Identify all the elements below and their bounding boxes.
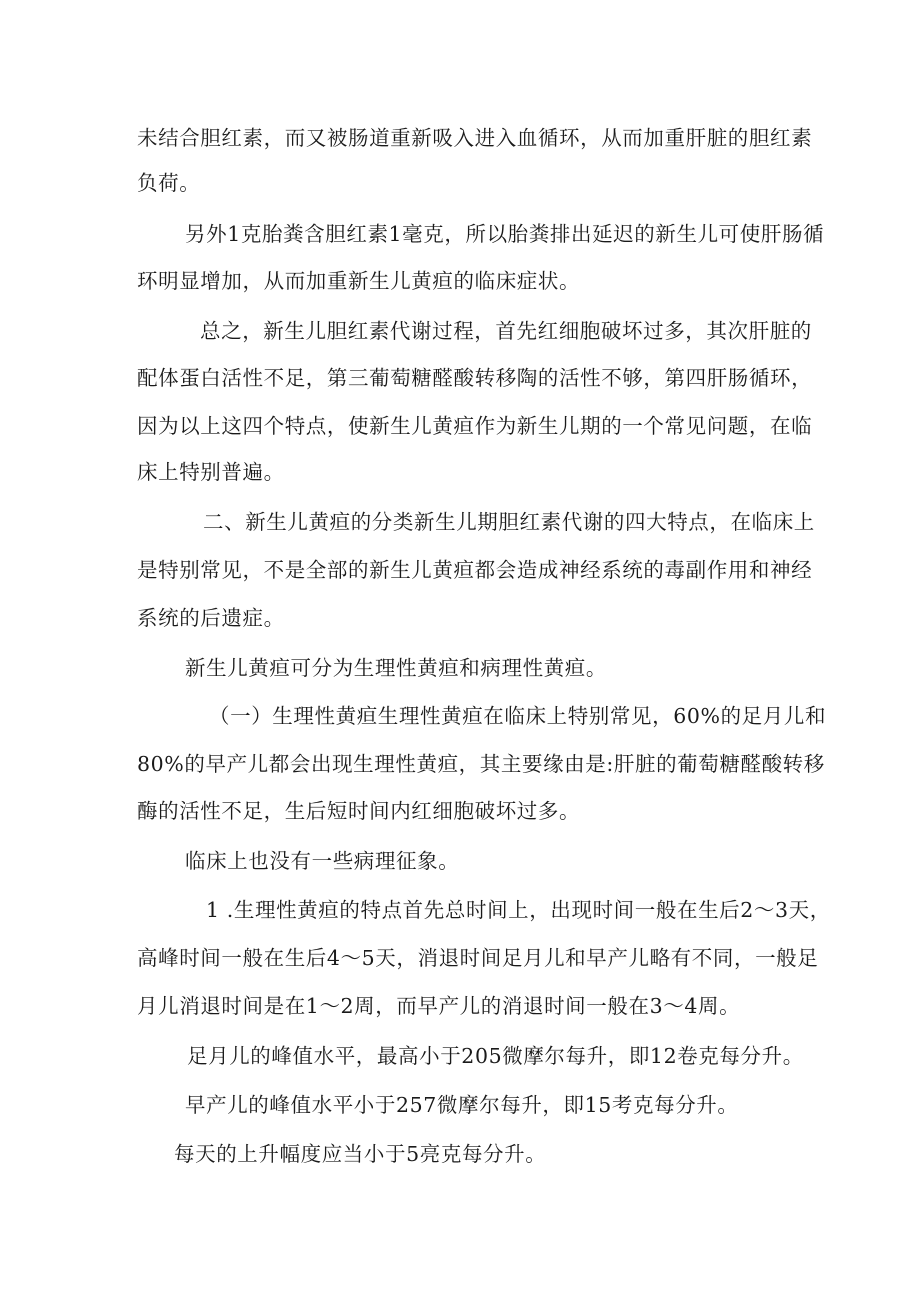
paragraph-line: 未结合胆红素，而又被肠道重新吸入进入血循环，从而加重肝脏的胆红素 <box>137 126 813 150</box>
paragraph-line: 二、新生儿黄疸的分类新生儿期胆红素代谢的四大特点，在临床上 <box>203 510 815 534</box>
paragraph-line: 环明显增加，从而加重新生儿黄疸的临床症状。 <box>137 269 581 293</box>
paragraph-line: 每天的上升幅度应当小于5亮克每分升。 <box>174 1142 547 1166</box>
paragraph-line: 另外1克胎粪含胆红素1毫克，所以胎粪排出延迟的新生儿可使肝肠循 <box>185 222 825 246</box>
paragraph-line: 是特别常见，不是全部的新生儿黄疸都会造成神经系统的毒副作用和神经 <box>137 558 813 582</box>
paragraph-line: 月儿消退时间是在1～2周，而早产儿的消退时间一般在3～4周。 <box>137 994 741 1018</box>
paragraph-line: 80%的早产儿都会出现生理性黄疸，其主要缘由是:肝脏的葡萄糖醛酸转移 <box>137 752 825 776</box>
paragraph-line: 新生儿黄疸可分为生理性黄疸和病理性黄疸。 <box>185 656 607 680</box>
paragraph-line: 早产儿的峰值水平小于257微摩尔每升，即15考克每分升。 <box>185 1093 739 1117</box>
paragraph-line: 因为以上这四个特点，使新生儿黄疸作为新生儿期的一个常见问题，在临 <box>137 414 813 438</box>
paragraph-line: 床上特别普遍。 <box>137 460 285 484</box>
paragraph-line: 配体蛋白活性不足，第三葡萄糖醛酸转移陶的活性不够，第四肝肠循环， <box>137 366 813 390</box>
paragraph-line: 总之，新生儿胆红素代谢过程，首先红细胞破坏过多，其次肝脏的 <box>200 319 812 343</box>
paragraph-line: 高峰时间一般在生后4～5天，消退时间足月儿和早产儿略有不同，一般足 <box>137 946 819 970</box>
paragraph-line: 负荷。 <box>137 171 201 195</box>
paragraph-line: 1 .生理性黄疸的特点首先总时间上，出现时间一般在生后2～3天， <box>206 898 831 922</box>
paragraph-line: 酶的活性不足，生后短时间内红细胞破坏过多。 <box>137 799 581 823</box>
paragraph-line: 系统的后遗症。 <box>137 606 285 630</box>
paragraph-line: 足月儿的峰值水平，最高小于205微摩尔每升，即12卷克每分升。 <box>187 1044 804 1068</box>
paragraph-line: 临床上也没有一些病理征象。 <box>185 849 460 873</box>
paragraph-line: （一）生理性黄疸生理性黄疸在临床上特别常见，60%的足月儿和 <box>209 704 827 728</box>
